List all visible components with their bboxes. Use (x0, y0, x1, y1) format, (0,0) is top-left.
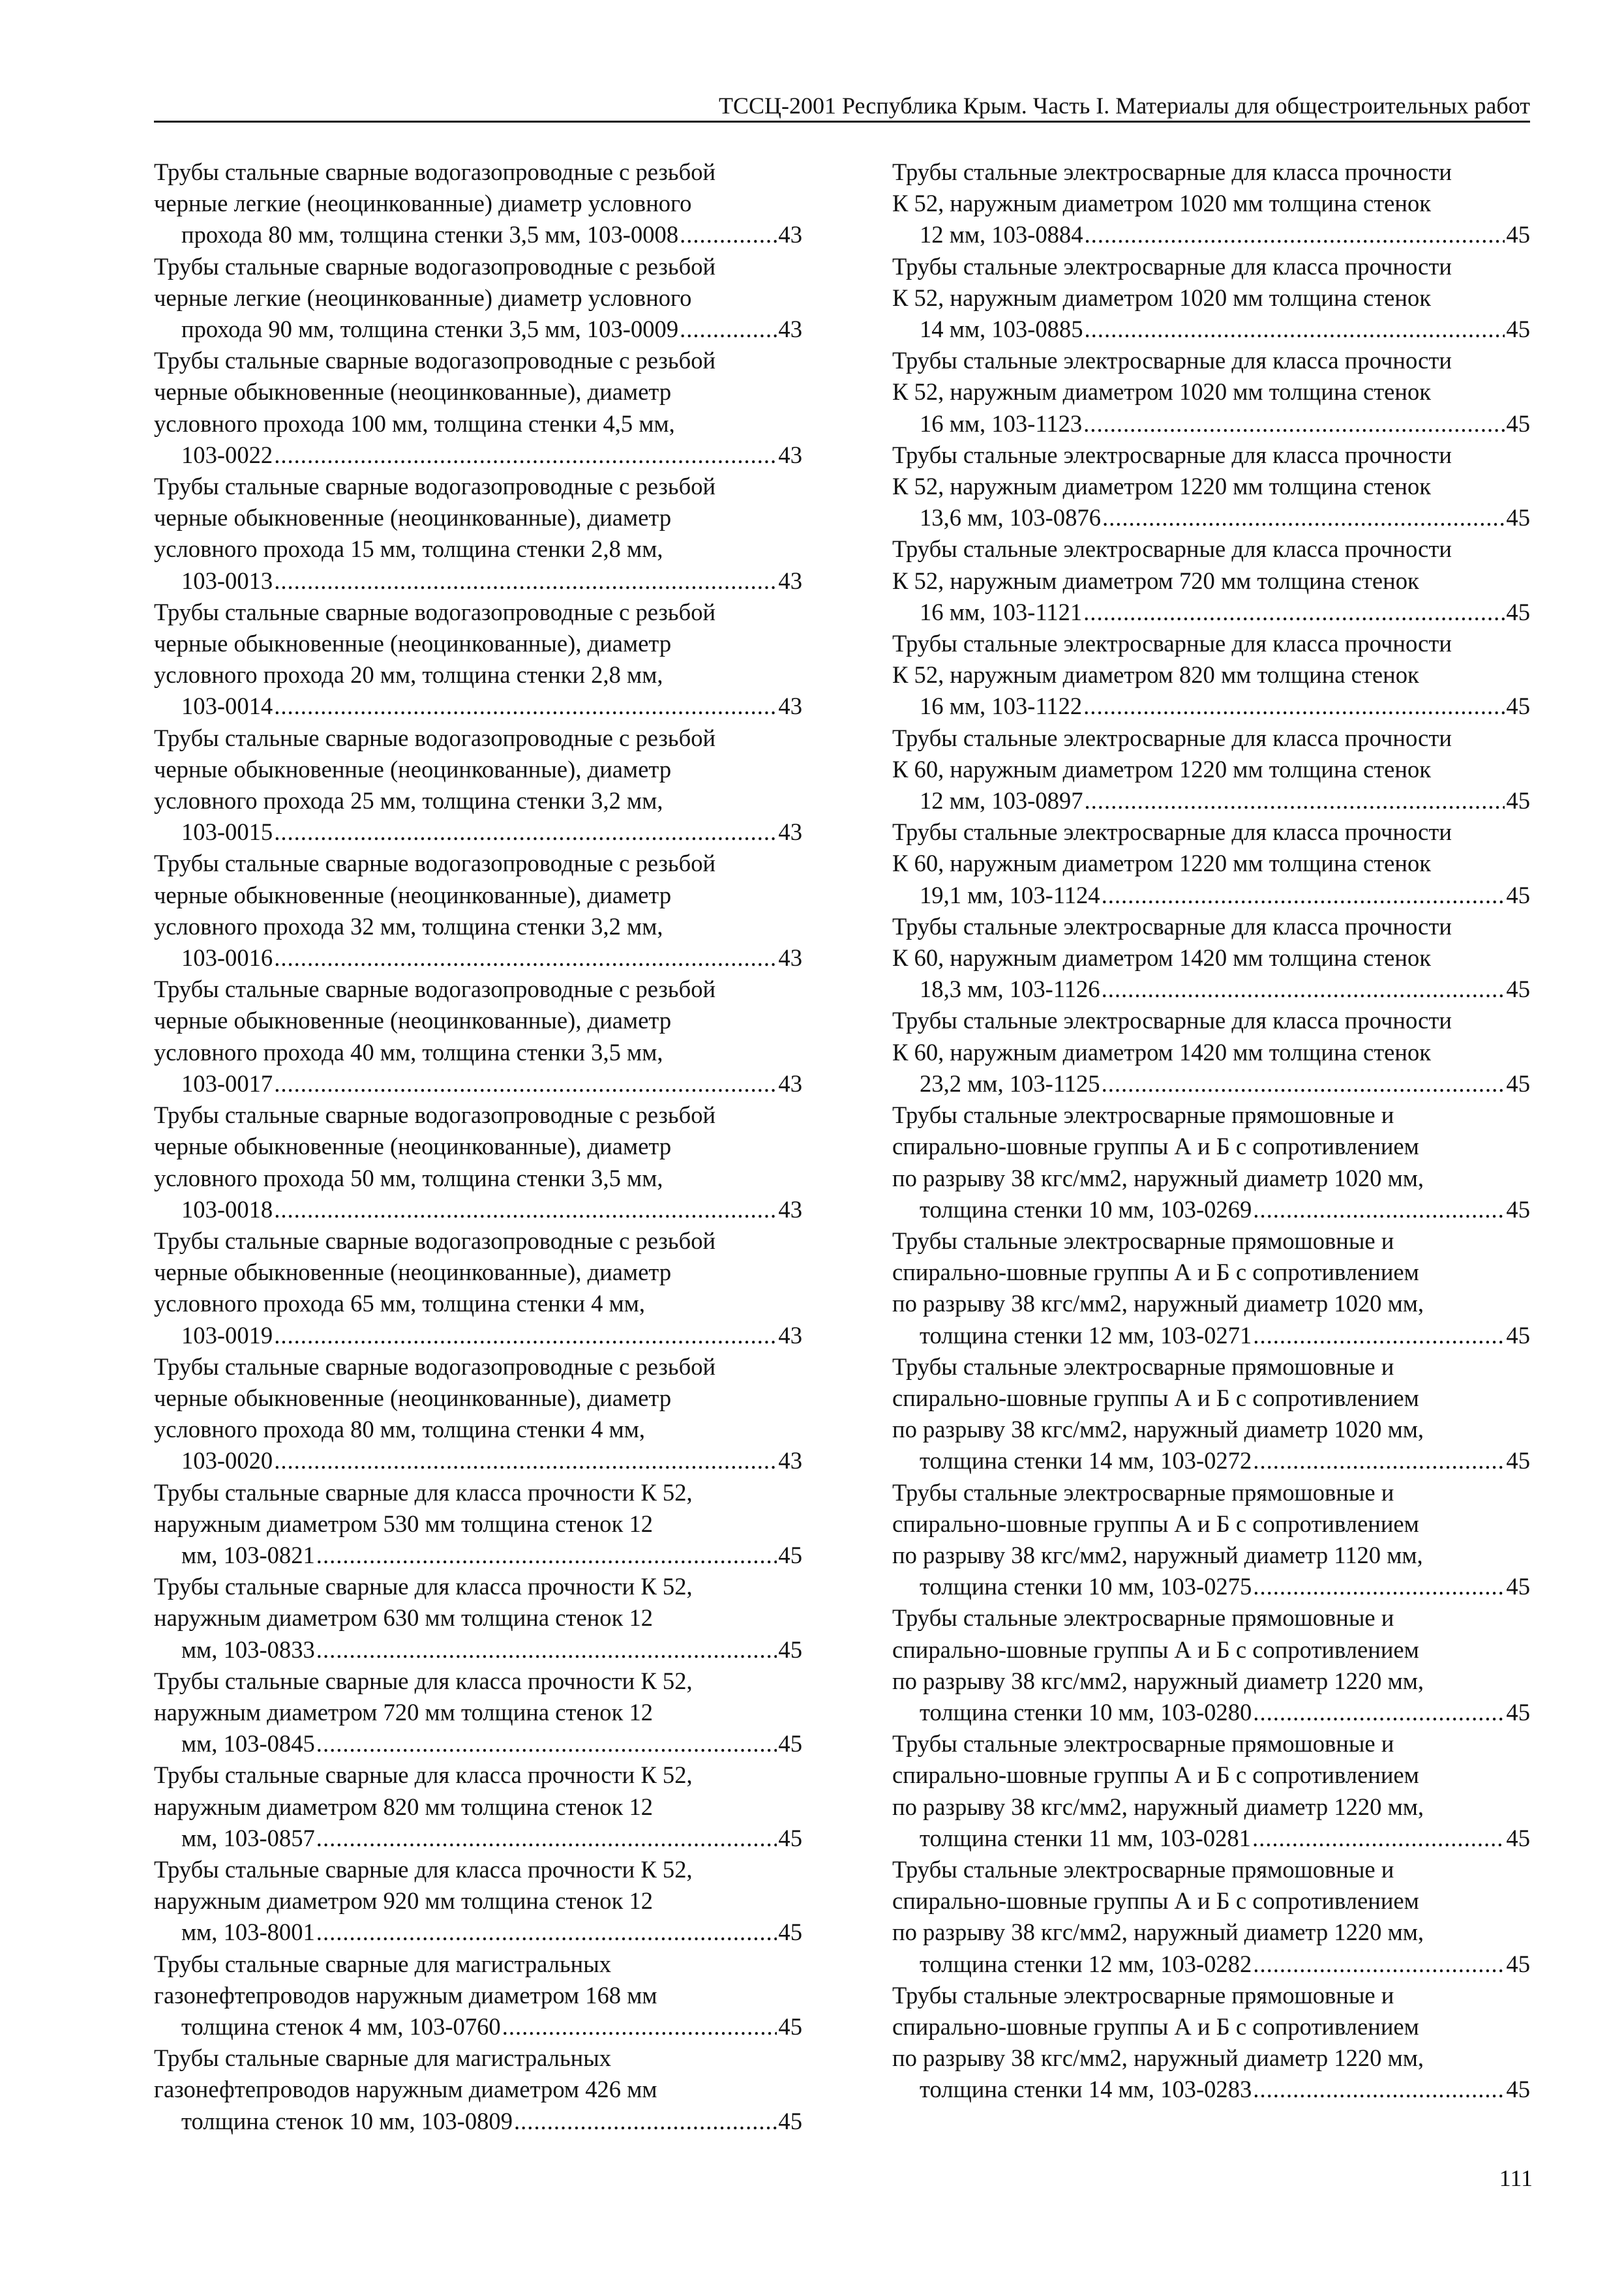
dot-leader (274, 1068, 777, 1100)
entry-line: К 60, наружным диаметром 1220 мм толщина стенок (892, 850, 1432, 877)
index-entry (892, 157, 1530, 251)
entry-line: спирально-шовные группы А и Б с сопротивлением (892, 2012, 1419, 2040)
entry-code: 103-0014 (181, 693, 273, 720)
entry-page-number: 45 (1506, 976, 1530, 1003)
entry-page-number: 43 (778, 944, 802, 972)
index-entry (892, 911, 1530, 1006)
entry-line: наружным диаметром 630 мм толщина стенок 12 (154, 1604, 654, 1632)
index-entry (892, 628, 1530, 723)
entry-line: Трубы стальные сварные водогазопроводные с резьбой (154, 158, 716, 185)
entry-line: черные обыкновенные (неоцинкованные), диаметр (154, 378, 672, 406)
entry-page-number: 45 (778, 1919, 802, 1946)
entry-code: 103-0015 (181, 818, 273, 846)
entry-code: 18,3 мм, 103-1126 (920, 976, 1100, 1003)
entry-line: К 60, наружным диаметром 1420 мм толщина стенок (892, 1038, 1432, 1066)
entry-last-line (181, 1068, 802, 1100)
entry-line: наружным диаметром 720 мм толщина стенок 12 (154, 1698, 654, 1726)
index-entry (892, 251, 1530, 346)
index-entry (892, 723, 1530, 817)
dot-leader (1102, 502, 1505, 533)
entry-line: Трубы стальные электросварные для класса прочности (892, 724, 1452, 751)
dot-leader (1253, 1194, 1505, 1225)
entry-line: газонефтепроводов наружным диаметром 426 мм (154, 2076, 657, 2103)
entry-line: Трубы стальные сварные водогазопроводные с резьбой (154, 1353, 716, 1380)
entry-line: черные обыкновенные (неоцинкованные), диаметр (154, 1384, 672, 1411)
entry-code: 103-0019 (181, 1321, 273, 1349)
entry-line: Трубы стальные электросварные для класса прочности (892, 252, 1452, 280)
entry-line: К 60, наружным диаметром 1220 мм толщина стенок (892, 755, 1432, 783)
entry-last-line (920, 1949, 1530, 1980)
entry-line: Трубы стальные сварные водогазопроводные с резьбой (154, 347, 716, 374)
entry-line: условного прохода 40 мм, толщина стенки 3,5 мм, (154, 1038, 663, 1066)
entry-line: условного прохода 15 мм, толщина стенки 2,8 мм, (154, 535, 663, 563)
entry-code: мм, 103-0821 (181, 1541, 315, 1568)
dot-leader (1253, 1697, 1505, 1728)
entry-line: К 52, наружным диаметром 1020 мм толщина стенок (892, 284, 1432, 311)
entry-last-line (920, 314, 1530, 345)
entry-page-number: 43 (778, 567, 802, 594)
entry-page-number: 45 (1506, 787, 1530, 815)
entry-last-line (920, 1571, 1530, 1602)
entry-code: толщина стенок 10 мм, 103-0809 (181, 2107, 513, 2134)
entry-code: прохода 80 мм, толщина стенки 3,5 мм, 103-0008 (181, 221, 679, 248)
index-entry (154, 2042, 802, 2137)
left-column (154, 157, 802, 2137)
entry-page-number: 45 (1506, 316, 1530, 343)
entry-line: черные обыкновенные (неоцинкованные), диаметр (154, 1133, 672, 1160)
dot-leader (1085, 314, 1505, 345)
entry-line: Трубы стальные сварные для магистральных (154, 1950, 612, 1977)
entry-line: К 52, наружным диаметром 720 мм толщина стенок (892, 567, 1419, 594)
entry-line: спирально-шовные группы А и Б с сопротивлением (892, 1133, 1419, 1160)
entry-page-number: 45 (1506, 1950, 1530, 1977)
entry-last-line (181, 691, 802, 722)
entry-code: 16 мм, 103-1122 (920, 693, 1083, 720)
index-entry (892, 345, 1530, 440)
entry-code: 19,1 мм, 103-1124 (920, 881, 1100, 908)
entry-last-line (920, 691, 1530, 722)
index-entry (154, 1225, 802, 1351)
entry-line: Трубы стальные сварные для класса прочности К 52, (154, 1761, 693, 1789)
entry-line: условного прохода 32 мм, толщина стенки 3,2 мм, (154, 912, 663, 940)
entry-code: мм, 103-0845 (181, 1730, 315, 1758)
entry-page-number: 45 (778, 2012, 802, 2040)
entry-last-line (181, 314, 802, 345)
entry-last-line (181, 1445, 802, 1476)
index-entry (154, 1666, 802, 1760)
entry-line: черные обыкновенные (неоцинкованные), диаметр (154, 881, 672, 908)
entry-page-number: 43 (778, 693, 802, 720)
header-rule (154, 121, 1530, 123)
entry-page-number: 43 (778, 1070, 802, 1097)
dot-leader (274, 691, 777, 722)
index-entry (154, 345, 802, 471)
entry-line: К 52, наружным диаметром 1020 мм толщина стенок (892, 378, 1432, 406)
entry-line: наружным диаметром 530 мм толщина стенок 12 (154, 1510, 654, 1537)
entry-line: черные обыкновенные (неоцинкованные), диаметр (154, 1007, 672, 1034)
entry-code: 103-0018 (181, 1195, 273, 1223)
entry-last-line (920, 2074, 1530, 2105)
entry-last-line (920, 597, 1530, 628)
entry-last-line (920, 1697, 1530, 1728)
entry-line: Трубы стальные сварные для класса прочности К 52, (154, 1573, 693, 1600)
entry-line: черные обыкновенные (неоцинкованные), диаметр (154, 1259, 672, 1286)
entry-line: условного прохода 65 мм, толщина стенки 4 мм, (154, 1290, 646, 1317)
entry-line: спирально-шовные группы А и Б с сопротивлением (892, 1384, 1419, 1411)
entry-line: спирально-шовные группы А и Б с сопротивлением (892, 1761, 1419, 1789)
entry-last-line (181, 565, 802, 597)
entry-line: по разрыву 38 кгс/мм2, наружный диаметр 1020 мм, (892, 1290, 1424, 1317)
entry-page-number: 43 (778, 1447, 802, 1474)
entry-line: Трубы стальные сварные водогазопроводные с резьбой (154, 850, 716, 877)
index-entry (154, 1571, 802, 1666)
index-entry (154, 1949, 802, 2043)
index-entry (892, 1005, 1530, 1100)
entry-page-number: 45 (1506, 221, 1530, 248)
entry-code: 12 мм, 103-0897 (920, 787, 1083, 815)
entry-line: Трубы стальные сварные водогазопроводные с резьбой (154, 473, 716, 500)
entry-last-line (920, 1445, 1530, 1476)
entry-line: Трубы стальные электросварные прямошовные и (892, 1101, 1394, 1129)
dot-leader (1083, 408, 1505, 440)
dot-leader (1253, 1571, 1505, 1602)
entry-code: толщина стенки 14 мм, 103-0283 (920, 2076, 1252, 2103)
dot-leader (680, 219, 777, 250)
dot-leader (1102, 1068, 1505, 1100)
dot-leader (316, 1823, 777, 1854)
entry-last-line (920, 219, 1530, 250)
entry-line: Трубы стальные электросварные для класса прочности (892, 347, 1452, 374)
entry-line: Трубы стальные электросварные для класса прочности (892, 535, 1452, 563)
entry-line: по разрыву 38 кгс/мм2, наружный диаметр 1120 мм, (892, 1541, 1423, 1568)
entry-last-line (181, 2011, 802, 2042)
entry-page-number: 45 (1506, 881, 1530, 908)
dot-leader (1083, 691, 1505, 722)
entry-line: черные обыкновенные (неоцинкованные), диаметр (154, 755, 672, 783)
entry-line: по разрыву 38 кгс/мм2, наружный диаметр 1220 мм, (892, 1667, 1424, 1694)
dot-leader (1253, 1949, 1505, 1980)
entry-line: черные обыкновенные (неоцинкованные), диаметр (154, 630, 672, 657)
entry-page-number: 43 (778, 1321, 802, 1349)
dot-leader (502, 2011, 777, 2042)
entry-page-number: 43 (778, 221, 802, 248)
entry-last-line (920, 1194, 1530, 1225)
dot-leader (316, 1634, 777, 1666)
entry-line: условного прохода 20 мм, толщина стенки 2,8 мм, (154, 661, 663, 689)
dot-leader (1085, 219, 1505, 250)
entry-line: Трубы стальные электросварные прямошовные и (892, 1730, 1394, 1758)
index-entry (154, 251, 802, 346)
entry-line: Трубы стальные сварные водогазопроводные с резьбой (154, 1101, 716, 1129)
dot-leader (1252, 1823, 1505, 1854)
entry-code: толщина стенки 14 мм, 103-0272 (920, 1447, 1252, 1474)
entry-line: Трубы стальные сварные для класса прочности К 52, (154, 1478, 693, 1506)
entry-code: толщина стенки 11 мм, 103-0281 (920, 1824, 1251, 1851)
dot-leader (274, 440, 777, 471)
entry-line: Трубы стальные электросварные для класса прочности (892, 818, 1452, 846)
entry-page-number: 43 (778, 316, 802, 343)
entry-last-line (181, 1823, 802, 1854)
dot-leader (274, 565, 777, 597)
index-entry (892, 816, 1530, 911)
entry-line: условного прохода 50 мм, толщина стенки 3,5 мм, (154, 1164, 663, 1191)
entry-line: Трубы стальные электросварные для класса прочности (892, 912, 1452, 940)
dot-leader (1102, 880, 1505, 911)
entry-page-number: 45 (1506, 1824, 1530, 1851)
entry-code: 103-0017 (181, 1070, 273, 1097)
entry-code: толщина стенки 10 мм, 103-0280 (920, 1698, 1252, 1726)
right-column (892, 157, 1530, 2106)
entry-code: 14 мм, 103-0885 (920, 316, 1083, 343)
entry-line: Трубы стальные сварные водогазопроводные с резьбой (154, 724, 716, 751)
index-entry (892, 1225, 1530, 1351)
entry-page-number: 45 (1506, 1698, 1530, 1726)
dot-leader (274, 1194, 777, 1225)
entry-line: К 60, наружным диаметром 1420 мм толщина стенок (892, 944, 1432, 972)
dot-leader (1102, 974, 1505, 1005)
entry-page-number: 45 (1506, 1447, 1530, 1474)
entry-code: 12 мм, 103-0884 (920, 221, 1083, 248)
dot-leader (1083, 597, 1505, 628)
entry-last-line (920, 880, 1530, 911)
entry-last-line (181, 440, 802, 471)
entry-last-line (181, 1320, 802, 1351)
entry-line: черные легкие (неоцинкованные) диаметр условного (154, 284, 692, 311)
entry-code: 16 мм, 103-1123 (920, 410, 1083, 437)
entry-line: спирально-шовные группы А и Б с сопротивлением (892, 1259, 1419, 1286)
entry-code: прохода 90 мм, толщина стенки 3,5 мм, 103-0009 (181, 316, 679, 343)
entry-line: Трубы стальные сварные водогазопроводные с резьбой (154, 252, 716, 280)
entry-code: толщина стенок 4 мм, 103-0760 (181, 2012, 501, 2040)
index-entry (154, 1351, 802, 1477)
entry-code: 16 мм, 103-1121 (920, 598, 1083, 625)
dot-leader (316, 1728, 777, 1759)
index-entry (892, 1477, 1530, 1603)
entry-last-line (181, 2106, 802, 2137)
entry-line: условного прохода 80 мм, толщина стенки 4 мм, (154, 1416, 646, 1443)
entry-line: Трубы стальные сварные для магистральных (154, 2044, 612, 2072)
dot-leader (514, 2106, 777, 2137)
entry-code: 103-0013 (181, 567, 273, 594)
index-entry (892, 1980, 1530, 2106)
index-entry (154, 848, 802, 974)
index-entry (154, 1759, 802, 1854)
dot-leader (680, 314, 777, 345)
entry-page-number: 45 (778, 1636, 802, 1663)
index-entry (892, 1602, 1530, 1728)
index-entry (154, 1477, 802, 1572)
entry-last-line (181, 1728, 802, 1759)
entry-line: по разрыву 38 кгс/мм2, наружный диаметр 1220 мм, (892, 2044, 1424, 2072)
dot-leader (274, 942, 777, 974)
dot-leader (274, 1320, 777, 1351)
entry-code: мм, 103-0833 (181, 1636, 315, 1663)
entry-page-number: 45 (1506, 1195, 1530, 1223)
entry-line: Трубы стальные сварные водогазопроводные с резьбой (154, 1227, 716, 1254)
index-entry (154, 723, 802, 848)
index-entry (154, 471, 802, 597)
entry-line: К 52, наружным диаметром 820 мм толщина стенок (892, 661, 1419, 689)
index-entry (154, 597, 802, 723)
entry-page-number: 45 (1506, 1070, 1530, 1097)
entry-page-number: 45 (1506, 504, 1530, 531)
dot-leader (316, 1917, 777, 1948)
entry-code: 103-0016 (181, 944, 273, 972)
entry-line: спирально-шовные группы А и Б с сопротивлением (892, 1887, 1419, 1915)
entry-last-line (920, 408, 1530, 440)
entry-page-number: 45 (1506, 410, 1530, 437)
entry-line: Трубы стальные сварные для класса прочности К 52, (154, 1667, 693, 1694)
entry-last-line (181, 942, 802, 974)
dot-leader (274, 1445, 777, 1476)
index-entry (154, 157, 802, 251)
entry-code: толщина стенки 10 мм, 103-0275 (920, 1573, 1252, 1600)
entry-last-line (181, 1540, 802, 1571)
running-header: ТССЦ-2001 Республика Крым. Часть I. Материалы для общестроительных работ (719, 93, 1530, 119)
entry-page-number: 45 (778, 1730, 802, 1758)
entry-line: наружным диаметром 920 мм толщина стенок 12 (154, 1887, 654, 1915)
entry-page-number: 43 (778, 1195, 802, 1223)
entry-last-line (181, 1917, 802, 1948)
index-entry (154, 974, 802, 1100)
entry-line: Трубы стальные сварные водогазопроводные с резьбой (154, 976, 716, 1003)
entry-line: по разрыву 38 кгс/мм2, наружный диаметр 1220 мм, (892, 1919, 1424, 1946)
entry-line: по разрыву 38 кгс/мм2, наружный диаметр 1020 мм, (892, 1164, 1424, 1191)
index-entry (892, 533, 1530, 628)
entry-line: К 52, наружным диаметром 1020 мм толщина стенок (892, 190, 1432, 217)
entry-line: Трубы стальные сварные водогазопроводные с резьбой (154, 598, 716, 625)
entry-page-number: 45 (1506, 1321, 1530, 1349)
entry-line: условного прохода 100 мм, толщина стенки 4,5 мм, (154, 410, 675, 437)
index-entry (892, 440, 1530, 534)
index-entry (154, 1100, 802, 1225)
entry-last-line (181, 816, 802, 848)
entry-last-line (920, 785, 1530, 816)
entry-line: Трубы стальные электросварные прямошовные и (892, 1227, 1394, 1254)
entry-code: мм, 103-0857 (181, 1824, 315, 1851)
entry-code: толщина стенки 12 мм, 103-0282 (920, 1950, 1252, 1977)
entry-line: газонефтепроводов наружным диаметром 168 мм (154, 1981, 657, 2009)
entry-page-number: 45 (778, 1824, 802, 1851)
entry-code: 103-0022 (181, 441, 273, 468)
entry-code: 103-0020 (181, 1447, 273, 1474)
entry-code: 13,6 мм, 103-0876 (920, 504, 1101, 531)
entry-line: Трубы стальные электросварные для класса прочности (892, 158, 1452, 185)
dot-leader (1253, 1445, 1505, 1476)
dot-leader (274, 816, 777, 848)
dot-leader (1253, 2074, 1505, 2105)
entry-code: толщина стенки 10 мм, 103-0269 (920, 1195, 1252, 1223)
index-entry (892, 1351, 1530, 1477)
page-number: 111 (1499, 2165, 1533, 2191)
entry-line: К 52, наружным диаметром 1220 мм толщина стенок (892, 473, 1432, 500)
entry-code: мм, 103-8001 (181, 1919, 315, 1946)
entry-line: Трубы стальные сварные для класса прочности К 52, (154, 1855, 693, 1883)
entry-page-number: 43 (778, 441, 802, 468)
entry-last-line (920, 1823, 1530, 1854)
entry-page-number: 45 (1506, 598, 1530, 625)
entry-last-line (920, 1320, 1530, 1351)
entry-page-number: 45 (778, 2107, 802, 2134)
entry-last-line (920, 1068, 1530, 1100)
entry-page-number: 45 (778, 1541, 802, 1568)
entry-code: толщина стенки 12 мм, 103-0271 (920, 1321, 1252, 1349)
entry-page-number: 45 (1506, 2076, 1530, 2103)
entry-line: Трубы стальные электросварные для класса прочности (892, 1007, 1452, 1034)
entry-line: по разрыву 38 кгс/мм2, наружный диаметр 1220 мм, (892, 1793, 1424, 1820)
entry-line: черные обыкновенные (неоцинкованные), диаметр (154, 504, 672, 531)
entry-page-number: 43 (778, 818, 802, 846)
entry-page-number: 45 (1506, 1573, 1530, 1600)
entry-line: Трубы стальные электросварные прямошовные и (892, 1604, 1394, 1632)
entry-last-line (920, 974, 1530, 1005)
entry-line: спирально-шовные группы А и Б с сопротивлением (892, 1510, 1419, 1537)
entry-line: спирально-шовные группы А и Б с сопротивлением (892, 1636, 1419, 1663)
index-entry (892, 1854, 1530, 1980)
entry-line: Трубы стальные электросварные прямошовные и (892, 1855, 1394, 1883)
entry-page-number: 45 (1506, 693, 1530, 720)
index-entry (892, 1100, 1530, 1225)
entry-last-line (181, 1194, 802, 1225)
entry-line: Трубы стальные электросварные прямошовные и (892, 1981, 1394, 2009)
entry-line: Трубы стальные электросварные прямошовные и (892, 1353, 1394, 1380)
entry-line: Трубы стальные электросварные прямошовные и (892, 1478, 1394, 1506)
entry-line: черные легкие (неоцинкованные) диаметр условного (154, 190, 692, 217)
entry-line: Трубы стальные электросварные для класса прочности (892, 630, 1452, 657)
dot-leader (316, 1540, 777, 1571)
entry-last-line (181, 219, 802, 250)
entry-line: по разрыву 38 кгс/мм2, наружный диаметр 1020 мм, (892, 1416, 1424, 1443)
dot-leader (1085, 785, 1505, 816)
entry-line: Трубы стальные электросварные для класса прочности (892, 441, 1452, 468)
entry-line: условного прохода 25 мм, толщина стенки 3,2 мм, (154, 787, 663, 815)
entry-last-line (920, 502, 1530, 533)
entry-line: наружным диаметром 820 мм толщина стенок 12 (154, 1793, 654, 1820)
entry-last-line (181, 1634, 802, 1666)
index-entry (154, 1854, 802, 1949)
index-entry (892, 1728, 1530, 1854)
entry-code: 23,2 мм, 103-1125 (920, 1070, 1100, 1097)
dot-leader (1253, 1320, 1505, 1351)
